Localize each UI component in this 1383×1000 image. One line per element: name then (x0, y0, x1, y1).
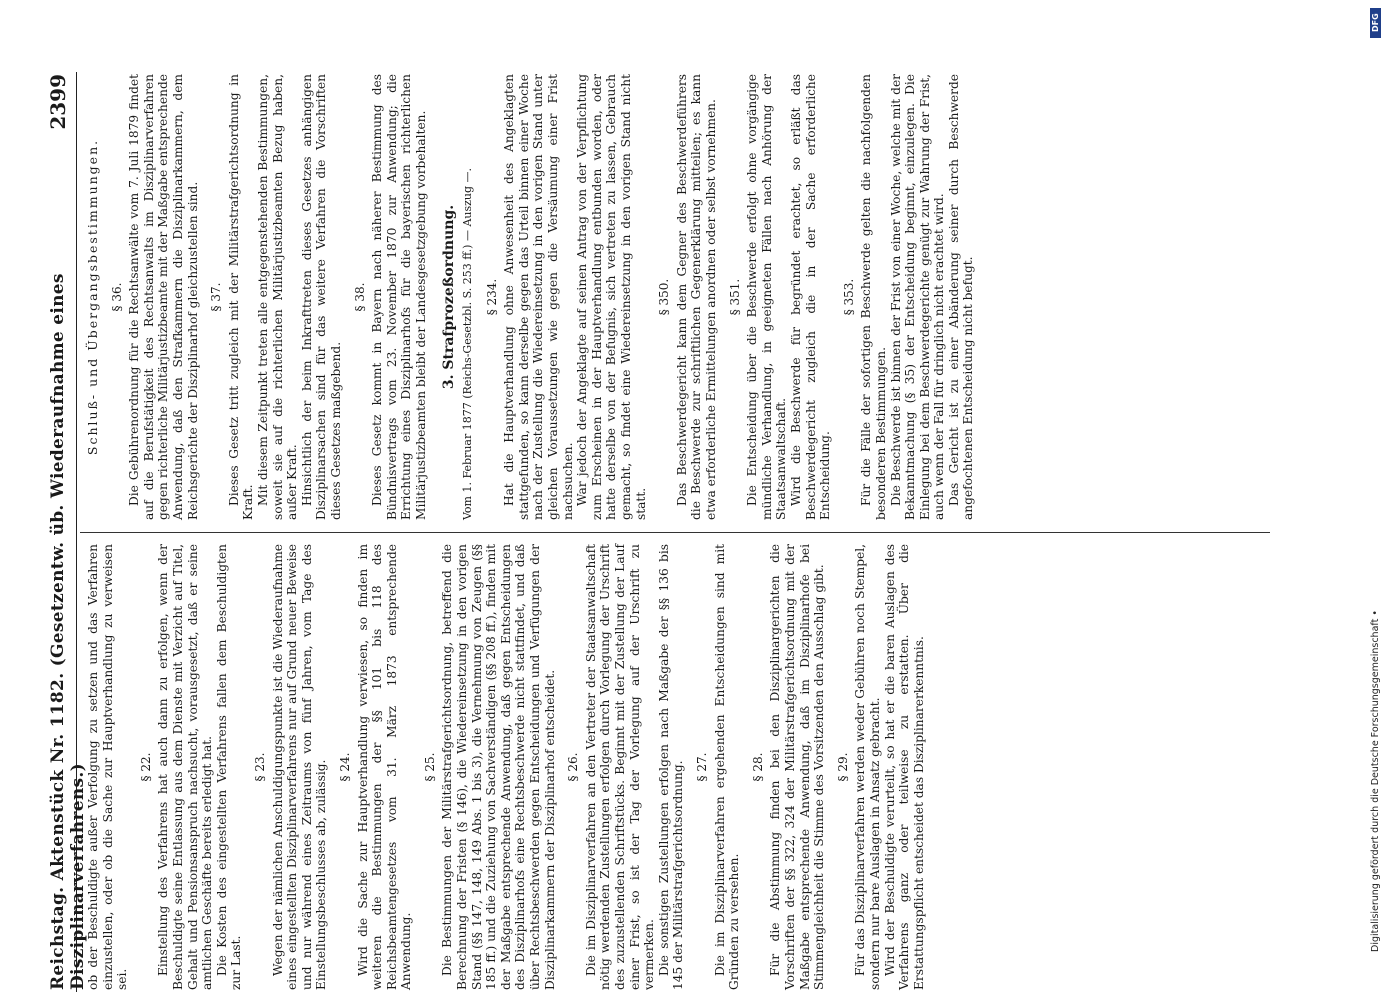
paragraph: Mit diesem Zeitpunkt treten alle entgegenstehenden Bestimmungen, soweit sie auf die richterlichen Militärjustizbeamten Bezug haben, außer Kraft. (255, 74, 300, 520)
paragraph: Wird die Sache zur Hauptverhandlung verwiesen, so finden im weiteren die Bestimmungen der §§ 101 bis 118 des Reichsbeamtengesetzes vom 31. März 1873 entsprechende Anwendung. (355, 544, 414, 990)
digitization-note (1370, 8, 1381, 992)
paragraph: Das Gericht ist zu einer Abänderung seiner durch Beschwerde angefochtenen Entscheidung nicht befugt. (946, 74, 976, 520)
paragraph: Wegen der nämlichen Anschuldigungspunkte ist die Wiederaufnahme eines eingestellten Disziplinarverfahrens nur auf Grund neuer Beweise und nur während eines Zeitraums von fünf Jahren, vom Tage des Einstellungsbeschlusses ab, zulässig. (270, 544, 329, 990)
paragraph: Für das Disziplinarverfahren werden weder Gebühren noch Stempel, sondern nur bare Auslagen in Ansatz gebracht. (853, 544, 882, 990)
section-heading: § 38. (352, 282, 367, 312)
section-heading: § 351. (727, 278, 742, 316)
paragraph: Hinsichtlich der beim Inkrafttreten dieses Gesetzes anhängigen Disziplinarsachen sind für das weitere Verfahren die Vorschriften dieses Gesetzes maßgebend. (299, 74, 343, 520)
section-heading: § 350. (657, 278, 672, 316)
running-title: Reichstag. Aktenstück Nr. 1182. (Gesetzentw. üb. Wiederaufnahme eines Disziplinarverfahrens.) (48, 273, 88, 990)
paragraph: Dieses Gesetz tritt zugleich mit der Militärstrafgerichtsordnung in Kraft. (226, 74, 256, 520)
paragraph: Die im Disziplinarverfahren an den Vertreter der Staatsanwaltschaft nötig werdenden Zustellungen erfolgen durch Vorlegung der Urschrift des zuzustellenden Schriftstücks. Beginnt mit der Zustellung der Lauf einer Frist, so ist der Tag der Vorlegung auf der Urschrift zu vermerken. (583, 544, 657, 990)
section-heading: § 24. (337, 752, 352, 782)
section-heading: § 22. (138, 752, 153, 782)
part-heading: 3. Strafprozeßordnung. (441, 204, 458, 390)
paragraph: Die sonstigen Zustellungen erfolgen nach Maßgabe der §§ 136 bis 145 der Militärstrafgerichtsordnung. (656, 544, 686, 990)
rotated-page (42, 72, 1286, 992)
paragraph: Einstellung des Verfahrens hat auch dann zu erfolgen, wenn der Beschuldigte seine Entlassung aus dem Dienste mit Verzicht auf Titel, Gehalt und Pensionsanspruch nachsucht, vorausgesetzt, daß er seine amtlichen Geschäfte bereits erledigt hat. (156, 544, 215, 990)
section-heading: § 353. (841, 278, 856, 316)
paragraph: Dieses Gesetz kommt in Bayern nach näherer Bestimmung des Bündnisvertrags vom 23. November 1870 zur Anwendung; die Errichtung eines Disziplinarhofs für die bayerischen richterlichen Militärjustizbeamten bleibt der Landesgesetzgebung vorbehalten. (370, 74, 428, 520)
page-number: 2399 (46, 74, 70, 130)
paragraph: Die Gebührenordnung für die Rechtsanwälte vom 7. Juli 1879 findet auf die Berufstätigkeit des Rechtsanwalts im Disziplinarverfahren gegen richterliche Militärjustizbeamte mit der Maßgabe entsprechende Anwendung, daß den Strafkammern die Disziplinarkammern, dem Reichsgerichte der Disziplinarhof gleichzustellen sind. (127, 74, 200, 520)
section-heading: § 28. (750, 752, 765, 782)
paragraph: Für die Abstimmung finden bei den Disziplinargerichten die Vorschriften der §§ 322, 324 der Militärstrafgerichtsordnung mit der Maßgabe entsprechende Anwendung, daß im Disziplinarhofe bei Stimmengleichheit die Stimme des Vorsitzenden den Ausschlag gibt. (768, 544, 827, 990)
section-heading: § 23. (252, 752, 267, 782)
page-header (42, 72, 88, 992)
paragraph: Für die Fälle der sofortigen Beschwerde gelten die nachfolgenden besonderen Bestimmungen. (859, 74, 888, 520)
paragraph: Wird der Beschuldigte verurteilt, so hat er die baren Auslagen des Verfahrens ganz oder teilweise zu erstatten. Über die Erstattungspflicht entscheidet das Disziplinarerkenntnis. (882, 544, 926, 990)
section-heading: § 26. (566, 752, 581, 782)
paragraph: Hat die Hauptverhandlung ohne Anwesenheit des Angeklagten stattgefunden, so kann derselbe gegen das Urteil binnen einer Woche nach der Zustellung die Wiedereinsetzung in den vorigen Stand unter gleichen Voraussetzungen wie gegen die Versäumung einer Frist nachsuchen. (502, 74, 575, 520)
part-subheading: Vom 1. Februar 1877 (Reichs-Gesetzbl. S. 253 ff.) — Auszug —. (461, 167, 475, 520)
section-heading: § 36. (109, 282, 124, 312)
dfg-logo: DFG (1370, 8, 1381, 38)
section-heading: § 29. (835, 752, 850, 782)
digitization-text: Digitalisierung gefördert durch die Deutsche Forschungsgemeinschaft • (1370, 610, 1381, 952)
section-heading: § 25. (422, 752, 437, 782)
paragraph: Die im Disziplinarverfahren ergehenden Entscheidungen sind mit Gründen zu versehen. (712, 544, 742, 990)
paragraph: Die Kosten des eingestellten Verfahrens fallen dem Beschuldigten zur Last. (214, 544, 244, 990)
column-divider (80, 532, 1270, 533)
paragraph: Das Beschwerdegericht kann dem Gegner des Beschwerdeführers die Beschwerde zur schriftlichen Gegenerklärung mitteilen; es kann etwa erforderliche Ermittelungen anordnen oder selbst vornehmen. (674, 74, 718, 520)
paragraph: ob der Beschuldigte außer Verfolgung zu setzen und das Verfahren einzustellen, oder ob die Sache zur Hauptverhandlung zu verweisen sei. (86, 544, 130, 990)
subtitle: Schluß- und Übergangsbestimmungen. (85, 138, 100, 456)
section-heading: § 27. (694, 752, 709, 782)
paragraph: Die Bestimmungen der Militärstrafgerichtsordnung, betreffend die Berechnung der Fristen (§ 146), die Wiedereinsetzung in den vorigen Stand (§§ 147, 148, 149 Abs. 1 bis 3), die Vernehmung von Zeugen (§§ 185 ff.) und die Zuziehung von Sachverständigen (§§ 208 ff.), finden mit der Maßgabe entsprechende Anwendung, daß gegen Entscheidungen des Disziplinarhofs eine Rechtsbeschwerde nicht stattfindet, und daß über Rechtsbeschwerden gegen Entscheidungen und Verfügungen der Disziplinarkammern der Disziplinarhof entscheidet. (440, 544, 557, 990)
right-column (86, 74, 976, 520)
paragraph: War jedoch der Angeklagte auf seinen Antrag von der Verpflichtung zum Erscheinen in der Hauptverhandlung entbunden worden, oder hatte derselbe von der Befugnis, sich vertreten zu lassen, Gebrauch gemacht, so findet eine Wiedereinsetzung in den vorigen Stand nicht statt. (575, 74, 648, 520)
section-heading: § 37. (209, 282, 224, 312)
paragraph: Wird die Beschwerde für begründet erachtet, so erläßt das Beschwerdegericht zugleich die in der Sache erforderliche Entscheidung. (788, 74, 833, 520)
paragraph: Die Entscheidung über die Beschwerde erfolgt ohne vorgängige mündliche Verhandlung, in geeigneten Fällen nach Anhörung der Staatsanwaltschaft. (745, 74, 789, 520)
section-heading: § 234. (484, 278, 499, 316)
paragraph: Die Beschwerde ist binnen der Frist von einer Woche, welche mit der Bekanntmachung (§ 35) der Entscheidung beginnt, einzulegen. Die Einlegung bei dem Beschwerdegerichte genügt zur Wahrung der Frist, auch wenn der Fall für dringlich nicht erachtet wird. (888, 74, 947, 520)
left-column (86, 544, 926, 990)
